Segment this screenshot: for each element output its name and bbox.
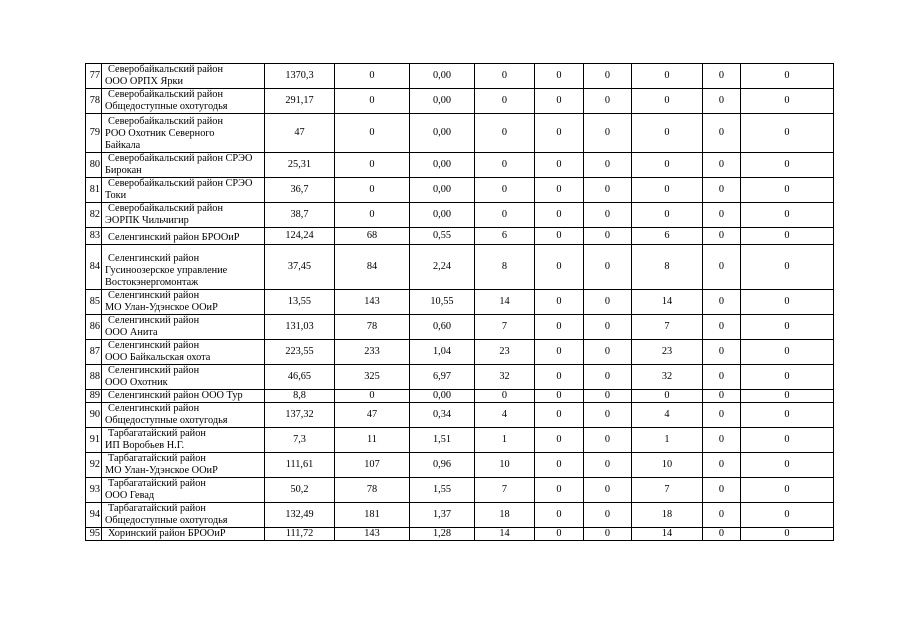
value-cell: 0 (741, 245, 834, 290)
value-cell: 0 (584, 114, 632, 153)
value-cell: 0 (584, 228, 632, 245)
organization-name-cell (102, 153, 265, 178)
organization-name-line: Селенгинский район БРООиР (108, 232, 240, 243)
value-cell: 4 (632, 403, 703, 428)
table-row (86, 228, 834, 245)
value-cell: 0 (535, 178, 584, 203)
organization-name-line: Селенгинский район (108, 365, 200, 376)
value-cell: 233 (335, 340, 410, 365)
value-cell: 4 (475, 403, 535, 428)
value-cell: 0 (741, 153, 834, 178)
value-cell: 0 (475, 153, 535, 178)
table-row (86, 503, 834, 528)
table-row (86, 89, 834, 114)
value-cell: 0 (741, 528, 834, 541)
table-row (86, 315, 834, 340)
organization-name-cell (102, 178, 265, 203)
value-cell: 0,34 (410, 403, 475, 428)
table-row (86, 403, 834, 428)
value-cell: 0 (335, 390, 410, 403)
value-cell: 0 (535, 453, 584, 478)
value-cell: 0 (703, 178, 741, 203)
value-cell: 0 (741, 453, 834, 478)
table-row (86, 453, 834, 478)
value-cell: 0 (703, 290, 741, 315)
value-cell: 131,03 (265, 315, 335, 340)
value-cell: 0 (632, 153, 703, 178)
value-cell: 0 (475, 178, 535, 203)
value-cell: 0 (535, 503, 584, 528)
value-cell: 25,31 (265, 153, 335, 178)
row-number-cell: 91 (86, 428, 102, 453)
table-row (86, 178, 834, 203)
value-cell: 0 (741, 503, 834, 528)
value-cell: 0 (703, 315, 741, 340)
table-row (86, 64, 834, 89)
value-cell: 0 (703, 453, 741, 478)
table-row (86, 528, 834, 541)
row-number-cell: 89 (86, 390, 102, 403)
value-cell: 8 (475, 245, 535, 290)
value-cell: 132,49 (265, 503, 335, 528)
organization-name-line: ООО Байкальская охота (105, 352, 211, 363)
value-cell: 0 (535, 228, 584, 245)
organization-name-line: Общедоступные охотугодья (105, 101, 228, 112)
value-cell: 0 (584, 153, 632, 178)
value-cell: 0 (475, 64, 535, 89)
value-cell: 6 (632, 228, 703, 245)
row-number-cell: 77 (86, 64, 102, 89)
document-page (85, 63, 834, 541)
table-row (86, 390, 834, 403)
value-cell: 111,72 (265, 528, 335, 541)
row-number-cell: 92 (86, 453, 102, 478)
value-cell: 0 (535, 203, 584, 228)
value-cell: 291,17 (265, 89, 335, 114)
value-cell: 0 (584, 503, 632, 528)
row-number-cell: 88 (86, 365, 102, 390)
value-cell: 0 (535, 290, 584, 315)
value-cell: 0 (535, 245, 584, 290)
value-cell: 0 (741, 390, 834, 403)
value-cell: 10,55 (410, 290, 475, 315)
value-cell: 18 (475, 503, 535, 528)
value-cell: 0,60 (410, 315, 475, 340)
value-cell: 1 (632, 428, 703, 453)
value-cell: 37,45 (265, 245, 335, 290)
value-cell: 1370,3 (265, 64, 335, 89)
value-cell: 0 (335, 64, 410, 89)
value-cell: 6,97 (410, 365, 475, 390)
value-cell: 0 (335, 114, 410, 153)
value-cell: 0 (741, 428, 834, 453)
value-cell: 0 (535, 89, 584, 114)
value-cell: 7 (475, 478, 535, 503)
organization-name-line: Токи (105, 190, 127, 201)
organization-name-line: Селенгинский район ООО Тур (108, 390, 243, 401)
value-cell: 0 (703, 228, 741, 245)
value-cell: 0 (741, 228, 834, 245)
value-cell: 0 (703, 503, 741, 528)
value-cell: 1,04 (410, 340, 475, 365)
row-number-cell: 86 (86, 315, 102, 340)
organization-name-cell (102, 390, 265, 403)
table-row (86, 290, 834, 315)
value-cell: 68 (335, 228, 410, 245)
value-cell: 0 (703, 365, 741, 390)
organization-name-line: ИП Воробьев Н.Г. (105, 440, 185, 451)
value-cell: 0 (535, 153, 584, 178)
value-cell: 7,3 (265, 428, 335, 453)
value-cell: 0 (632, 114, 703, 153)
organization-name-line: МО Улан-Удэнское ООиР (105, 465, 218, 476)
organization-name-line: Северобайкальский район (108, 116, 223, 127)
value-cell: 0,00 (410, 64, 475, 89)
table-row (86, 153, 834, 178)
value-cell: 0 (741, 64, 834, 89)
organization-name-line: Общедоступные охотугодья (105, 415, 228, 426)
organization-name-line: ООО Гевад (105, 490, 155, 501)
organization-name-cell (102, 290, 265, 315)
value-cell: 0 (584, 390, 632, 403)
organization-name-cell (102, 403, 265, 428)
value-cell: 0 (535, 340, 584, 365)
organization-name-line: МО Улан-Удэнское ООиР (105, 302, 218, 313)
value-cell: 1 (475, 428, 535, 453)
value-cell: 143 (335, 290, 410, 315)
value-cell: 143 (335, 528, 410, 541)
table-row (86, 478, 834, 503)
value-cell: 0 (475, 89, 535, 114)
value-cell: 0,00 (410, 114, 475, 153)
table-row (86, 428, 834, 453)
value-cell: 0 (584, 315, 632, 340)
value-cell: 1,37 (410, 503, 475, 528)
row-number-cell: 79 (86, 114, 102, 153)
value-cell: 23 (475, 340, 535, 365)
value-cell: 14 (632, 290, 703, 315)
value-cell: 0 (584, 478, 632, 503)
table-row (86, 114, 834, 153)
value-cell: 0 (584, 290, 632, 315)
value-cell: 0 (535, 64, 584, 89)
organization-name-cell (102, 245, 265, 290)
organization-name-line: Северобайкальский район (108, 203, 223, 214)
organization-name-cell (102, 478, 265, 503)
table-row (86, 203, 834, 228)
row-number-cell: 90 (86, 403, 102, 428)
value-cell: 8 (632, 245, 703, 290)
value-cell: 223,55 (265, 340, 335, 365)
organization-name-line: Селенгинский район (108, 403, 200, 414)
value-cell: 32 (632, 365, 703, 390)
value-cell: 14 (475, 528, 535, 541)
value-cell: 0,00 (410, 390, 475, 403)
value-cell: 0 (703, 89, 741, 114)
value-cell: 0 (584, 528, 632, 541)
value-cell: 0 (632, 390, 703, 403)
value-cell: 23 (632, 340, 703, 365)
organization-name-cell (102, 315, 265, 340)
value-cell: 0 (535, 428, 584, 453)
value-cell: 1,28 (410, 528, 475, 541)
value-cell: 7 (632, 478, 703, 503)
value-cell: 0,00 (410, 89, 475, 114)
value-cell: 0,00 (410, 178, 475, 203)
value-cell: 137,32 (265, 403, 335, 428)
organization-name-line: Селенгинский район (108, 315, 200, 326)
value-cell: 0 (703, 153, 741, 178)
organization-name-line: Востокэнергомонтаж (105, 277, 199, 288)
organization-name-line: Общедоступные охотугодья (105, 515, 228, 526)
value-cell: 0,55 (410, 228, 475, 245)
value-cell: 0 (335, 203, 410, 228)
table-row (86, 340, 834, 365)
table-row (86, 365, 834, 390)
value-cell: 0 (584, 203, 632, 228)
value-cell: 0 (703, 528, 741, 541)
value-cell: 47 (265, 114, 335, 153)
organization-name-line: Селенгинский район (108, 253, 200, 264)
organization-name-line: Северобайкальский район СРЭО (108, 153, 253, 164)
value-cell: 0 (741, 89, 834, 114)
organization-name-line: ЭОРПК Чильчигир (105, 215, 189, 226)
value-cell: 0 (703, 478, 741, 503)
value-cell: 0,96 (410, 453, 475, 478)
value-cell: 38,7 (265, 203, 335, 228)
value-cell: 0 (741, 178, 834, 203)
value-cell: 46,65 (265, 365, 335, 390)
value-cell: 0 (535, 390, 584, 403)
value-cell: 78 (335, 478, 410, 503)
value-cell: 0 (535, 365, 584, 390)
organization-name-line: Тарбагатайский район (108, 503, 206, 514)
value-cell: 32 (475, 365, 535, 390)
organization-name-cell (102, 203, 265, 228)
value-cell: 11 (335, 428, 410, 453)
value-cell: 36,7 (265, 178, 335, 203)
value-cell: 0 (741, 290, 834, 315)
value-cell: 13,55 (265, 290, 335, 315)
organization-name-line: Гусиноозерское управление (105, 265, 228, 276)
value-cell: 0 (535, 315, 584, 340)
table-body (86, 64, 834, 541)
value-cell: 0 (475, 390, 535, 403)
value-cell: 0 (741, 114, 834, 153)
value-cell: 0 (535, 403, 584, 428)
value-cell: 0 (741, 340, 834, 365)
value-cell: 0 (741, 478, 834, 503)
value-cell: 14 (632, 528, 703, 541)
value-cell: 6 (475, 228, 535, 245)
row-number-cell: 81 (86, 178, 102, 203)
organization-name-line: Бирокан (105, 165, 142, 176)
hunting-grounds-table (85, 63, 834, 541)
organization-name-line: ООО Охотник (105, 377, 168, 388)
value-cell: 0 (741, 403, 834, 428)
value-cell: 181 (335, 503, 410, 528)
value-cell: 0 (584, 89, 632, 114)
value-cell: 0 (475, 114, 535, 153)
value-cell: 18 (632, 503, 703, 528)
value-cell: 0 (584, 453, 632, 478)
value-cell: 0 (632, 89, 703, 114)
value-cell: 0 (584, 365, 632, 390)
table-row (86, 245, 834, 290)
value-cell: 111,61 (265, 453, 335, 478)
organization-name-line: Хоринский район БРООиР (108, 528, 226, 539)
row-number-cell: 82 (86, 203, 102, 228)
value-cell: 1,55 (410, 478, 475, 503)
value-cell: 8,8 (265, 390, 335, 403)
organization-name-line: Селенгинский район (108, 340, 200, 351)
value-cell: 0 (703, 390, 741, 403)
value-cell: 84 (335, 245, 410, 290)
row-number-cell: 83 (86, 228, 102, 245)
organization-name-line: РОО Охотник Северного (105, 128, 215, 139)
value-cell: 0 (703, 403, 741, 428)
organization-name-line: Селенгинский район (108, 290, 200, 301)
value-cell: 325 (335, 365, 410, 390)
value-cell: 0 (703, 245, 741, 290)
value-cell: 0 (535, 528, 584, 541)
value-cell: 0 (475, 203, 535, 228)
value-cell: 0 (741, 315, 834, 340)
organization-name-line: Тарбагатайский район (108, 428, 206, 439)
value-cell: 0 (741, 365, 834, 390)
value-cell: 0 (584, 245, 632, 290)
row-number-cell: 84 (86, 245, 102, 290)
value-cell: 0 (703, 428, 741, 453)
organization-name-cell (102, 114, 265, 153)
value-cell: 2,24 (410, 245, 475, 290)
organization-name-cell (102, 365, 265, 390)
value-cell: 0,00 (410, 203, 475, 228)
row-number-cell: 85 (86, 290, 102, 315)
organization-name-cell (102, 503, 265, 528)
organization-name-line: ООО Анита (105, 327, 158, 338)
value-cell: 0 (335, 178, 410, 203)
row-number-cell: 94 (86, 503, 102, 528)
value-cell: 78 (335, 315, 410, 340)
organization-name-line: Байкала (105, 140, 141, 151)
value-cell: 0 (335, 153, 410, 178)
organization-name-line: Тарбагатайский район (108, 478, 206, 489)
organization-name-cell (102, 453, 265, 478)
value-cell: 0 (584, 403, 632, 428)
value-cell: 0 (535, 478, 584, 503)
value-cell: 0 (584, 340, 632, 365)
row-number-cell: 87 (86, 340, 102, 365)
value-cell: 107 (335, 453, 410, 478)
value-cell: 47 (335, 403, 410, 428)
value-cell: 0 (632, 64, 703, 89)
organization-name-cell (102, 64, 265, 89)
organization-name-line: Тарбагатайский район (108, 453, 206, 464)
value-cell: 0 (584, 178, 632, 203)
organization-name-line: ООО ОРПХ Ярки (105, 76, 184, 87)
value-cell: 14 (475, 290, 535, 315)
value-cell: 10 (632, 453, 703, 478)
value-cell: 0 (632, 203, 703, 228)
value-cell: 0 (703, 203, 741, 228)
row-number-cell: 93 (86, 478, 102, 503)
value-cell: 50,2 (265, 478, 335, 503)
organization-name-cell (102, 340, 265, 365)
value-cell: 0 (535, 114, 584, 153)
organization-name-line: Северобайкальский район (108, 89, 223, 100)
organization-name-cell (102, 528, 265, 541)
value-cell: 0 (703, 340, 741, 365)
organization-name-line: Северобайкальский район СРЭО (108, 178, 253, 189)
value-cell: 0 (335, 89, 410, 114)
value-cell: 124,24 (265, 228, 335, 245)
value-cell: 7 (632, 315, 703, 340)
value-cell: 0 (632, 178, 703, 203)
organization-name-cell (102, 228, 265, 245)
value-cell: 1,51 (410, 428, 475, 453)
organization-name-cell (102, 89, 265, 114)
value-cell: 0 (584, 64, 632, 89)
value-cell: 0 (741, 203, 834, 228)
value-cell: 0 (584, 428, 632, 453)
row-number-cell: 78 (86, 89, 102, 114)
row-number-cell: 80 (86, 153, 102, 178)
value-cell: 7 (475, 315, 535, 340)
organization-name-cell (102, 428, 265, 453)
value-cell: 10 (475, 453, 535, 478)
value-cell: 0 (703, 114, 741, 153)
value-cell: 0 (703, 64, 741, 89)
row-number-cell: 95 (86, 528, 102, 541)
organization-name-line: Северобайкальский район (108, 64, 223, 75)
value-cell: 0,00 (410, 153, 475, 178)
